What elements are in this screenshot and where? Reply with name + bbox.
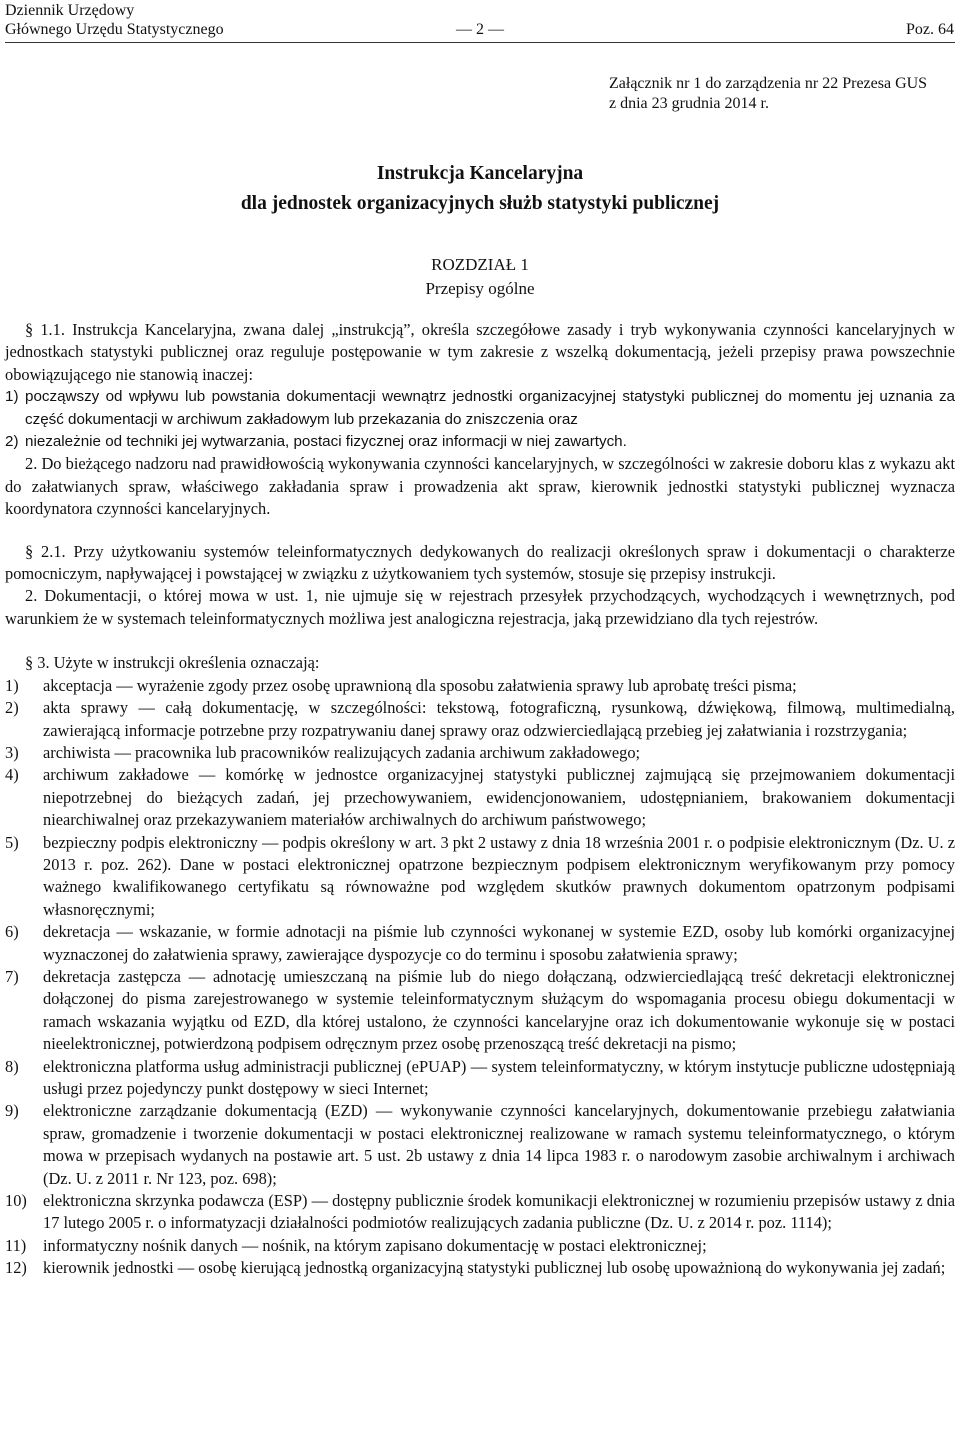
list-item-text: archiwum zakładowe — komórkę w jednostce organizacyjnej statystyki publicznej zajmującą się przejmowaniem dokumentacji niepotrzebnej do bieżących zadań, jej przechowywaniem, ewidencjonowaniem, udostępnianiem, brakowaniem dokumentacji niearchiwalnej oraz przekazywaniem materiałów archiwalnych do archiwum państwowego; — [43, 765, 955, 830]
list-item-text: niezależnie od techniki jej wytwarzania, postaci fizycznej oraz informacji w niej zawartych. — [25, 433, 627, 451]
list-item-text: dekretacja zastępcza — adnotację umieszczaną na piśmie lub do niego dołączaną, odzwierciedlającą treść dekretacji elektronicznej dołączonej do pisma zarejestrowanego w systemie teleinformatycznym służącym do wspomagania procesu obiegu dokumentacji w ramach wskazania wyjątku od EZD, dla której ustalono, że czynności kancelaryjne oraz ich dokumentowanie wykonuje się w postaci nieelektronicznej, potwierdzoną podpisem odręcznym przez osobę przenoszącą treść dekretacji na pismo; — [43, 966, 955, 1054]
list-item — [5, 675, 955, 697]
list-item-number: 1) — [5, 675, 19, 695]
list-item — [5, 431, 955, 453]
list-item-text: kierownik jednostki — osobę kierującą jednostką organizacyjną statystyki publicznej lub osobę upoważnioną do wykonywania jej zadań; — [43, 1258, 946, 1278]
list-item — [5, 832, 955, 922]
list-item — [5, 1235, 955, 1257]
list-item-text: bezpieczny podpis elektroniczny — podpis określony w art. 3 pkt 2 ustawy z dnia 18 września 2001 r. o podpisie elektronicznym (Dz. U. z 2013 r. poz. 262). Dane w postaci elektronicznej opatrzone bezpiecznym podpisem elektronicznym weryfikowanym przy pomocy ważnego kwalifikowanego certyfikatu są równoważne pod względem skutków prawnych dokumentom opatrzonym podpisami własnoręcznymi; — [43, 832, 955, 919]
list-item-number: 2) — [5, 698, 19, 718]
publication-name-line2: Głównego Urzędu Statystycznego — [5, 21, 224, 38]
list-item-text: elektroniczna skrzynka podawcza (ESP) — dostępny publicznie środek komunikacji elektronicznej w rozumieniu przepisów ustawy z dnia 17 lutego 2005 r. o informatyzacji działalności podmiotów realizujących zadania publiczne (Dz. U. z 2014 r. poz. 1114); — [43, 1191, 955, 1233]
list-item — [5, 764, 955, 831]
section-2-paragraph-2: 2. Dokumentacji, o której mowa w ust. 1, nie ujmuje się w rejestrach przesyłek przychodzących, wychodzących i wewnętrznych, pod warunkiem że w systemach teleinformatycznych możliwa jest analogiczna rejestracja, jaką przewidziano dla tych rejestrów. — [5, 586, 955, 628]
document-title — [0, 159, 960, 219]
list-item-number: 5) — [5, 832, 19, 852]
chapter-heading — [0, 253, 960, 301]
list-item-text: elektroniczna platforma usług administracji publicznej (ePUAP) — system teleinformatyczny, w którym instytucje publiczne udostępniają usługi przez pojedynczy punkt dostępowy w sieci Internet; — [43, 1056, 955, 1098]
list-item-text: dekretacja — wskazanie, w formie adnotacji na piśmie lub czynności wykonanej w systemie EZD, osoby lub komórki organizacyjnej wyznaczonej do załatwienia sprawy, zawierające dyspozycje co do terminu i sposobu załatwienia sprawy; — [43, 922, 955, 964]
list-item-text: akceptacja — wyrażenie zgody przez osobę uprawnioną dla sposobu załatwienia sprawy lub aprobatę treści pisma; — [43, 675, 797, 695]
header-divider — [5, 42, 955, 43]
chapter-name: Przepisy ogólne — [425, 279, 535, 298]
section-1-intro: § 1.1. Instrukcja Kancelaryjna, zwana dalej „instrukcją”, określa szczegółowe zasady i tryb wykonywania czynności kancelaryjnych w jednostkach statystyki publicznej oraz reguluje postępowanie w tym zakresie z wszelką dokumentacją, jeżeli przepisy prawa powszechnie obowiązującego nie stanowią inaczej: — [5, 320, 955, 384]
annex-line2: z dnia 23 grudnia 2014 r. — [609, 95, 769, 112]
list-item-number: 4) — [5, 765, 19, 785]
publication-header — [5, 1, 224, 39]
page-number: — 2 — — [456, 21, 504, 38]
title-line2: dla jednostek organizacyjnych służb statystyki publicznej — [240, 193, 720, 214]
list-item-number: 6) — [5, 922, 19, 942]
list-item — [5, 1190, 955, 1235]
list-item-number: 11) — [5, 1235, 27, 1255]
annex-line1: Załącznik nr 1 do zarządzenia nr 22 Prezesa GUS — [609, 75, 928, 92]
position-number: Poz. 64 — [906, 21, 954, 38]
section-1-paragraph-2: 2. Do bieżącego nadzoru nad prawidłowością wykonywania czynności kancelaryjnych, w szczególności w zakresie doboru klas z wykazu akt do załatwianych spraw, właściwego zakładania spraw i prowadzenia akt spraw, kierownik jednostki statystyki publicznej wyznacza koordynatora czynności kancelaryjnych. — [5, 454, 955, 519]
list-item — [5, 1100, 955, 1190]
annex-note — [609, 74, 927, 114]
list-item-text: elektroniczne zarządzanie dokumentacją (EZD) — wykonywanie czynności kancelaryjnych, dokumentowanie przebiegu załatwiania spraw, gromadzenie i tworzenie dokumentacji w postaci elektronicznej realizowane w ramach systemu teleinformatycznego, o którym mowa w przepisach wydanych na postawie art. 5 ust. 2b ustawy z dnia 14 lipca 1983 r. o narodowym zasobie archiwalnym i archiwach (Dz. U. z 2011 r. Nr 123, poz. 698); — [43, 1101, 955, 1188]
section-3-intro: § 3. Użyte w instrukcji określenia oznaczają: — [25, 653, 320, 673]
list-item — [5, 742, 955, 764]
list-item-number: 2) — [5, 433, 19, 451]
list-item-number: 3) — [5, 742, 19, 762]
list-item-text: informatyczny nośnik danych — nośnik, na którym zapisano dokumentację w postaci elektronicznej; — [43, 1235, 707, 1255]
list-item-number: 12) — [5, 1258, 27, 1278]
document-body — [5, 319, 955, 1280]
title-line1: Instrukcja Kancelaryjna — [376, 163, 584, 184]
list-item-number: 10) — [5, 1191, 27, 1211]
list-item-text: akta sprawy — całą dokumentację, w szczególności: tekstową, fotograficzną, rysunkową, dźwiękową, filmową, multimedialną, zawierającą informacje potrzebne przy rozpatrywaniu danej sprawy oraz odzwierciedlającą przebieg jej załatwiania i rozstrzygania; — [43, 698, 955, 740]
list-item — [5, 386, 955, 431]
chapter-label: ROZDZIAŁ 1 — [431, 255, 529, 274]
list-item-number: 9) — [5, 1101, 19, 1121]
list-item-text: archiwista — pracownika lub pracowników realizujących zadania archiwum zakładowego; — [43, 742, 641, 762]
list-item-number: 8) — [5, 1056, 19, 1076]
list-item — [5, 966, 955, 1056]
list-item-number: 7) — [5, 966, 19, 986]
list-item — [5, 921, 955, 966]
section-2-paragraph-1: § 2.1. Przy użytkowaniu systemów teleinformatycznych dedykowanych do realizacji określonych spraw i dokumentacji o charakterze pomocniczym, napływającej i powstającej w związku z użytkowaniem tych systemów, stosuje się przepisy instrukcji. — [5, 541, 955, 584]
publication-name-line1: Dziennik Urzędowy — [5, 2, 135, 19]
list-item-text: począwszy od wpływu lub powstania dokumentacji wewnątrz jednostki organizacyjnej statystyki publicznej do momentu jej uznania za część dokumentacji w archiwum zakładowym lub przekazania do zniszczenia oraz — [25, 388, 955, 428]
list-item — [5, 1257, 955, 1279]
list-item — [5, 1056, 955, 1101]
list-item — [5, 697, 955, 742]
list-item-number: 1) — [5, 388, 19, 406]
